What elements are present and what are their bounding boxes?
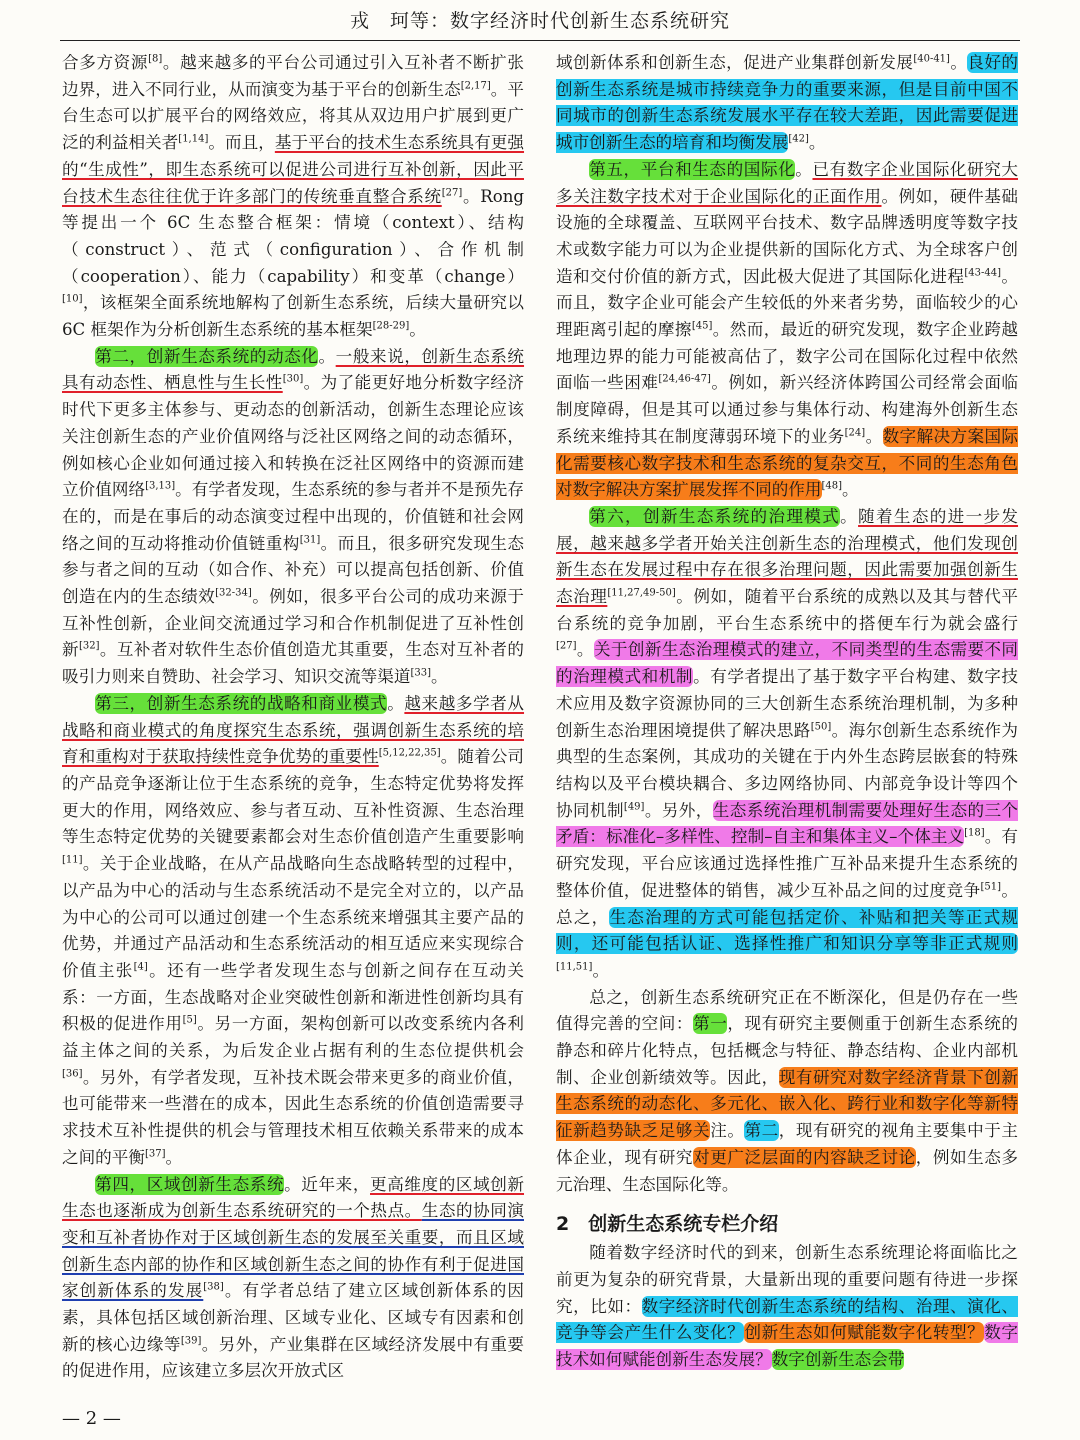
citation: [1,14]: [178, 133, 209, 145]
citation: [8]: [148, 53, 163, 65]
citation: [3,13]: [145, 480, 176, 492]
highlight-green: 第一: [693, 1014, 728, 1034]
underlined-text: 基于平台的技术生态系统具有更强的“生成性”，即生态系统可以促进公司进行互补创新，因此平台技术生态往往优于许多部门的传统垂直整合系统: [62, 133, 525, 206]
citation: [45]: [691, 320, 713, 332]
highlight-pink: 数字技术如何赋能创新生态发展？: [556, 1323, 1019, 1370]
highlight-orange: 对更广泛层面的内容缺乏讨论: [693, 1147, 916, 1167]
highlight-green: 数字创新生态会带: [771, 1350, 905, 1370]
section-heading: 2 创新生态系统专栏介绍: [556, 1213, 779, 1236]
citation: [11,27,49-50]: [607, 587, 676, 599]
citation: [39]: [180, 1335, 202, 1347]
highlight-orange: 数字解决方案国际化需要核心数字技术和生态系统的复杂交互，不同的生态角色对数字解决方案扩展发挥不同的作用: [556, 426, 1019, 500]
citation: [10]: [62, 293, 83, 305]
citation: [51]: [980, 881, 1002, 893]
citation: [38]: [203, 1281, 224, 1293]
paragraph: 第二，创新生态系统的动态化。一般来说，创新生态系统具有动态性、栖息性与生长性[30]。为了能更好地分析数字经济时代下更多主体参与、更动态的创新活动，创新生态理论应该关注创新生态的产业价值网络与泛社区网络之间的动态循环，例如核心企业如何通过接入和转换在泛社区网络中的资源而建立价值网络[3,13]。有学者发现，生态系统的参与者并不是预先存在的，而是在事后的动态演变过程中出现的，价值链和社会网络之间的互动将推动价值链重构[31]。而且，很多研究发现生态参与者之间的互动（如合作、补充）可以提高包括创新、价值创造在内的生态绩效[32-34]。例如，很多平台公司的成功来源于互补性创新，企业间交流通过学习和合作机制促进了互补性创新[32]。互补者对软件生态价值创造尤其重要，生态对互补者的吸引力则来自赞助、社会学习、知识交流等渠道[33]。: [62, 346, 525, 687]
left-column: [62, 50, 524, 1385]
citation: [27]: [441, 186, 463, 198]
highlight-pink: 生态系统治理机制需要处理好生态的三个矛盾：标准化–多样性、控制–自主和集体主义–个体主义: [556, 800, 1019, 847]
paragraph: 第四，区域创新生态系统。近年来，更高维度的区域创新生态也逐渐成为创新生态系统研究的一个热点。生态的协同演变和互补者协作对于区域创新生态的发展至关重要，而且区域创新生态内部的协作和区域创新生态之间的协作有利于促进国家创新体系的发展[38]。有学者总结了建立区域创新体系的因素，具体包括区域创新治理、区域专业化、区域专有因素和创新的核心边缘等[39]。另外，产业集群在区域经济发展中有重要的促进作用，应该建立多层次开放式区: [62, 1174, 525, 1381]
highlight-orange: 创新生态如何赋能数字化转型？: [744, 1323, 985, 1343]
citation: [2,17]: [460, 80, 491, 92]
citation: [24]: [844, 427, 866, 439]
paragraph: 总之，创新生态系统研究正在不断深化，但是仍存在一些值得完善的空间：第一，现有研究主要侧重于创新生态系统的静态和碎片化特点，包括概念与特征、静态结构、企业内部机制、企业创新绩效等。因此，现有研究对数字经济背景下创新生态系统的动态化、多元化、嵌入化、跨行业和数字化等新特征新趋势缺乏足够关注。第二，现有研究的视角主要集中于主体企业，现有研究对更广泛层面的内容缺乏讨论，例如生态多元治理、生态国际化等。: [556, 987, 1019, 1194]
paragraph: 域创新体系和创新生态，促进产业集群创新发展[40-41]。良好的创新生态系统是城市持续竞争力的重要来源，但是目前中国不同城市的创新生态系统发展水平存在较大差距，因此需要促进城市创新生态的培育和均衡发展[42]。: [556, 53, 1019, 153]
paragraph: 第六，创新生态系统的治理模式。随着生态的进一步发展，越来越多学者开始关注创新生态的治理模式，他们发现创新生态在发展过程中存在很多治理问题，因此需要加强创新生态治理[11,27,49-50]。例如，随着平台系统的成熟以及其与替代平台系统的竞争加剧，平台生态系统中的搭便车行为就会盛行[27]。关于创新生态治理模式的建立，不同类型的生态需要不同的治理模式和机制。有学者提出了基于数字平台构建、数字技术应用及数字资源协同的三大创新生态系统治理机制，为多种创新生态治理困境提供了解决思路[50]。海尔创新生态系统作为典型的生态案例，其成功的关键在于内外生态跨层嵌套的特殊结构以及平台模块耦合、多边网络协同、内部竞争设计等四个协同机制[49]。另外，生态系统治理机制需要处理好生态的三个矛盾：标准化–多样性、控制–自主和集体主义–个体主义[18]。有研究发现，平台应该通过选择性推广互补品来提升生态系统的整体价值，促进整体的销售，减少互补品之间的过度竞争[51]。总之，生态治理的方式可能包括定价、补贴和把关等正式规则，还可能包括认证、选择性推广和知识分享等非正式规则[11,51]。: [556, 506, 1019, 980]
highlight-green: 第二，创新生态系统的动态化: [95, 346, 319, 366]
underlined-text: 更高维度的区域创新生态也逐渐成为创新生态系统研究的一个热点。: [62, 1174, 525, 1221]
citation: [32]: [78, 640, 100, 652]
underlined-text: 随着生态的进一步发展，越来越多学者开始关注创新生态的治理模式，他们发现创新生态在发展过程中存在很多治理问题，因此需要加强创新生态治理: [556, 506, 1019, 607]
citation: [49]: [623, 801, 645, 813]
citation: [42]: [788, 133, 809, 145]
paragraph: 第三，创新生态系统的战略和商业模式。越来越多学者从战略和商业模式的角度探究生态系统，强调创新生态系统的培育和重构对于获取持续性竞争优势的重要性[5,12,22,35]。随着公司的产品竞争逐渐让位于生态系统的竞争，生态特定优势将发挥更大的作用，网络效应、参与者互动、互补性资源、生态治理等生态特定优势的关键要素都会对生态价值创造产生重要影响[11]。关于企业战略，在从产品战略向生态战略转型的过程中，以产品为中心的活动与生态系统活动不是完全对立的，以产品为中心的公司可以通过创建一个生态系统来增强其主要产品的优势，并通过产品活动和生态系统活动的相互适应来实现综合价值主张[4]。还有一些学者发现生态与创新之间存在互动关系：一方面，生态战略对企业突破性创新和渐进性创新均具有积极的促进作用[5]。另一方面，架构创新可以改变系统内各利益主体之间的关系，为后发企业占据有利的生态位提供机会[36]。另外，有学者发现，互补技术既会带来更多的商业价值，也可能带来一些潜在的成本，因此生态系统的价值创造需要寻求技术互补性提供的机会与管理技术相互依赖关系带来的成本之间的平衡[37]。: [62, 693, 525, 1167]
citation: [4]: [133, 961, 148, 973]
citation: [24,46-47]: [658, 373, 711, 385]
citation: [37]: [144, 1148, 166, 1160]
citation: [48]: [821, 480, 843, 492]
highlight-cyan: 第二: [744, 1121, 779, 1141]
highlight-green: 第六，创新生态系统的治理模式: [589, 506, 841, 526]
citation: [11,51]: [556, 961, 593, 973]
citation: [27]: [556, 640, 577, 652]
header-title: 戎 珂等：数字经济时代创新生态系统研究: [349, 10, 730, 32]
underlined-text: 越来越多学者从战略和商业模式的角度探究生态系统，强调创新生态系统的培育和重构对于获取持续性竞争优势的重要性: [62, 693, 525, 767]
citation: [33]: [410, 667, 431, 679]
underlined-text: 已有数字企业国际化研究大多关注数字技术对于企业国际化的正面作用: [556, 159, 1019, 206]
highlight-orange: 现有研究对数字经济背景下创新生态系统的动态化、多元化、嵌入化、跨行业和数字化等新特征新趋势缺乏足够关: [556, 1067, 1018, 1141]
citation: [11]: [62, 854, 83, 866]
paragraph: 合多方资源[8]。越来越多的平台公司通过引入互补者不断扩张边界，进入不同行业，从而演变为基于平台的创新生态[2,17]。平台生态可以扩展平台的网络效应，将其从双边用户扩展到更广泛的利益相关者[1,14]。而且，基于平台的技术生态系统具有更强的“生成性”，即生态系统可以促进公司进行互补创新，因此平台技术生态往往优于许多部门的传统垂直整合系统[27]。Rong 等提出一个 6C 生态整合框架：情境（context）、结构（construct）、范式（configuration）、合作机制（cooperation）、能力（capability）和变革（change）[10]，该框架全面系统地解构了创新生态系统，后续大量研究以 6C 框架作为分析创新生态系统的基本框架[28-29]。: [62, 53, 525, 340]
underlined-text: 一般来说，创新生态系统具有动态性、栖息性与生长性: [62, 346, 525, 393]
citation: [50]: [810, 721, 832, 733]
highlight-green: 第三，创新生态系统的战略和商业模式: [95, 693, 388, 713]
citation: [28-29]: [372, 320, 410, 332]
citation: [5,12,22,35]: [378, 747, 441, 759]
highlight-pink: 关于创新生态治理模式的建立，不同类型的生态需要不同的治理模式和机制: [556, 640, 1019, 687]
highlight-cyan: 数字经济时代创新生态系统的结构、治理、演化、竞争等会产生什么变化？: [556, 1296, 1018, 1343]
citation: [5]: [182, 1014, 197, 1026]
citation: [18]: [964, 827, 985, 839]
citation: [36]: [62, 1068, 83, 1080]
citation: [31]: [299, 534, 321, 546]
citation: [40-41]: [913, 53, 950, 65]
highlight-green: 第四，区域创新生态系统: [95, 1174, 285, 1194]
right-column: [556, 50, 1018, 1374]
page-number: — 2 —: [62, 1408, 121, 1429]
underlined-text-blue: 生态的协同演变和互补者协作对于区域创新生态的发展至关重要，而且区域创新生态内部的协作和区域创新生态之间的协作有利于促进国家创新体系的发展: [62, 1201, 524, 1301]
highlight-cyan: 生态治理的方式可能包括定价、补贴和把关等正式规则，还可能包括认证、选择性推广和知识分享等非正式规则: [556, 907, 1019, 954]
highlight-cyan: 良好的创新生态系统是城市持续竞争力的重要来源，但是目前中国不同城市的创新生态系统发展水平存在较大差距，因此需要促进城市创新生态的培育和均衡发展: [556, 53, 1019, 153]
paragraph: 随着数字经济时代的到来，创新生态系统理论将面临比之前更为复杂的研究背景，大量新出现的重要问题有待进一步探究，比如：数字经济时代创新生态系统的结构、治理、演化、竞争等会产生什么变化？创新生态如何赋能数字化转型？数字技术如何赋能创新生态发展？数字创新生态会带: [556, 1243, 1019, 1370]
running-header: [60, 6, 1020, 41]
highlight-green: 第五，平台和生态的国际化: [589, 159, 796, 179]
citation: [32-34]: [215, 587, 252, 599]
paragraph: 第五，平台和生态的国际化。已有数字企业国际化研究大多关注数字技术对于企业国际化的正面作用。例如，硬件基础设施的全球覆盖、互联网平台技术、数字品牌透明度等数字技术或数字能力可以为企业提供新的国际化方式、为全球客户创造和交付价值的新方式，因此极大促进了其国际化进程[43-44]。而且，数字企业可能会产生较低的外来者劣势，面临较少的心理距离引起的摩擦[45]。然而，最近的研究发现，数字企业跨越地理边界的能力可能被高估了，数字公司在国际化过程中依然面临一些困难[24,46-47]。例如，新兴经济体跨国公司经常会面临制度障碍，但是其可以通过参与集体行动、构建海外创新生态系统来维持其在制度薄弱环境下的业务[24]。数字解决方案国际化需要核心数字技术和生态系统的复杂交互，不同的生态角色对数字解决方案扩展发挥不同的作用[48]。: [556, 159, 1019, 500]
citation: [43-44]: [964, 267, 1001, 279]
citation: [30]: [282, 373, 304, 385]
